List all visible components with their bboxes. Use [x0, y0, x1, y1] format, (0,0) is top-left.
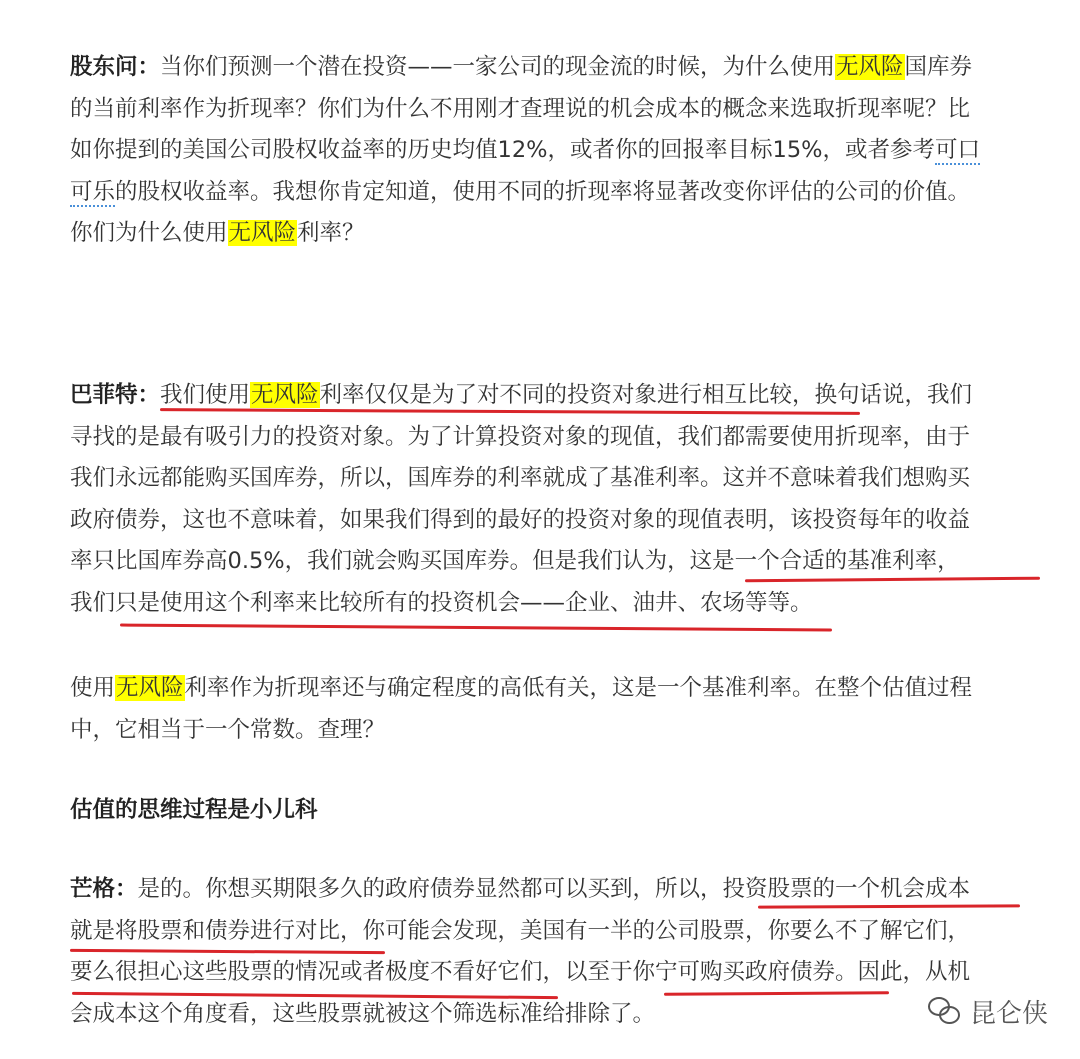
speaker-label: 芒格：: [70, 876, 138, 902]
speaker-label: 股东问：: [70, 54, 161, 80]
speaker-label: 巴菲特：: [70, 382, 161, 408]
followup-paragraph: 使用无风险利率作为折现率还与确定程度的高低有关，这是一个基准利率。在整个估值过程 中，它相当于一个常数。查理？: [70, 675, 973, 743]
watermark-text: 昆仑侠: [970, 999, 1049, 1029]
buffett-answer: 巴菲特：我们使用无风险利率仅仅是为了对不同的投资对象进行相互比较，换句话说，我们 寻找的是最有吸引力的投资对象。为了计算投资对象的现值，我们都需要使用折现率，由于 我们永远都能购买国库券，所以，国库券的利率就成了基准利率。这并不意味着我们想购买 政府债券，这也不意味着，如果我们得到的最好的投资对象的现值表明，该投资每年的收益 率只比国库券高0.5%，我们就会购买国库券。但是我们认为，这是一个合适的基准利率， 我们只是使用这个利率来比较所有的投资机会——企业、油井、农场等等。: [70, 382, 973, 616]
section-heading: 估值的思维过程是小儿科: [70, 797, 318, 823]
coca-cola-link[interactable]: 可乐: [70, 178, 116, 205]
munger-answer: 芒格：是的。你想买期限多久的政府债券显然都可以买到，所以，投资股票的一个机会成本 就是将股票和债券进行对比，你可能会发现，美国有一半的公司股票，你要么不了解它们， 要么很担心这些股票的情况或者极度不看好它们，以至于你宁可购买政府债券。因此，从机 会成本这个角度看，这些股票就被这个筛选标准给排除了。: [70, 876, 971, 1027]
highlight-term: 无风险: [251, 382, 319, 408]
coca-cola-link[interactable]: 可口: [935, 137, 981, 163]
highlight-term: 无风险: [228, 220, 297, 246]
highlight-term: 无风险: [116, 675, 184, 701]
highlight-term: 无风险: [836, 54, 904, 80]
shareholder-question: 股东问：当你们预测一个潜在投资——一家公司的现金流的时候，为什么使用无风险国库券 的当前利率作为折现率？你们为什么不用刚才查理说的机会成本的概念来选取折现率呢？比 如你提到的美国公司股权收益率的历史均值12%，或者你的回报率目标15%，或者参考可口 可乐的股权收益率。我想你肯定知道，使用不同的折现率将显著改变你评估的公司的价值。 你们为什么使用无风险利率？: [70, 54, 981, 246]
wechat-icon: [928, 997, 962, 1027]
red-underline: [120, 624, 832, 632]
watermark: [928, 993, 1048, 1030]
